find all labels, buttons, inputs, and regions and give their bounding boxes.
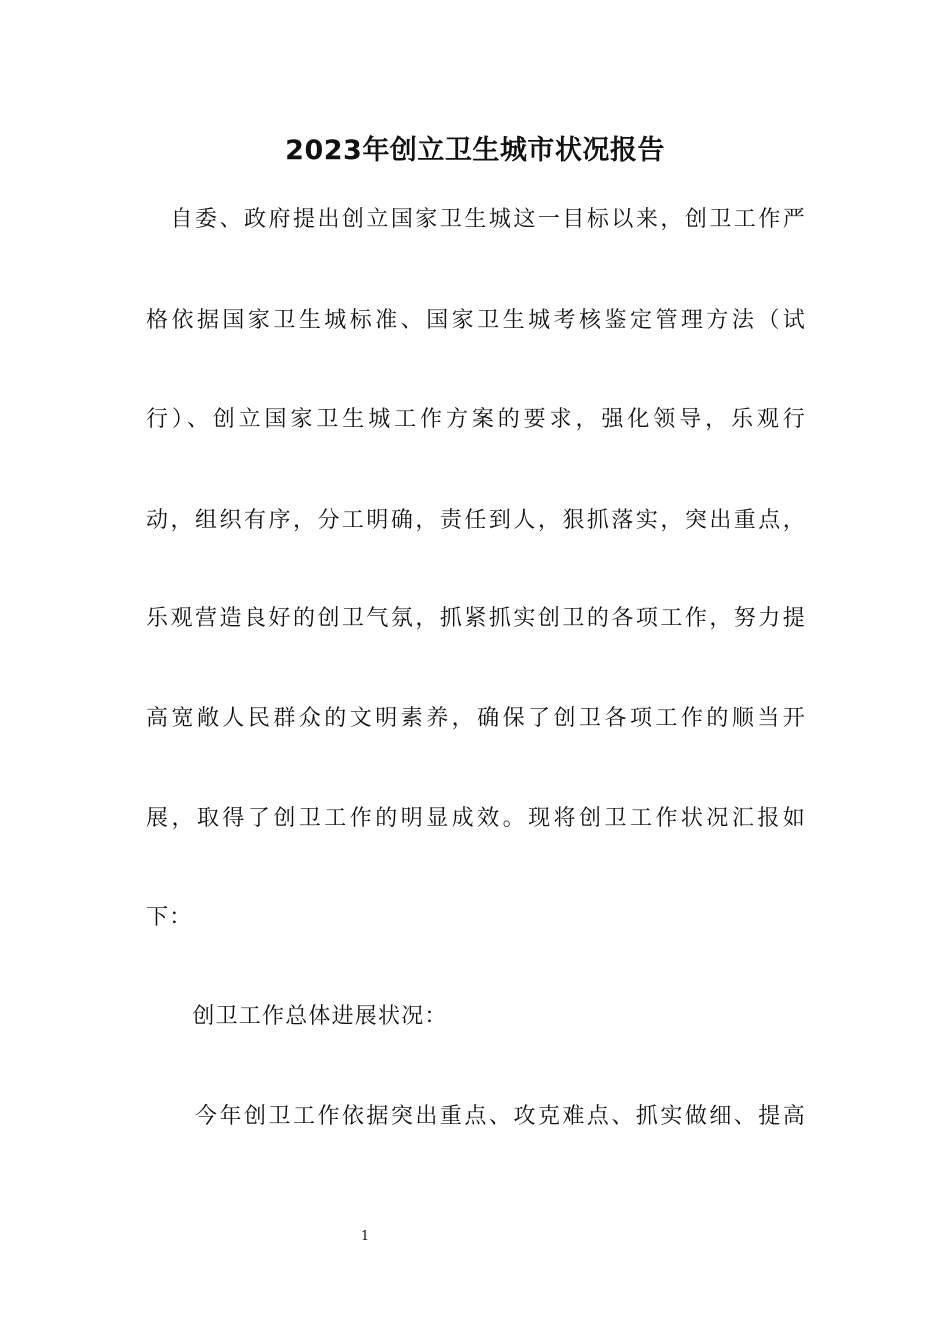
section-heading-line: 创卫工作总体进展状况：: [146, 1004, 448, 1029]
paragraph-line-5: 乐观营造良好的创卫气氛，抓紧抓实创卫的各项工作，努力提: [146, 606, 806, 631]
paragraph-line-8: 下：: [146, 905, 193, 930]
paragraph-line-3: 行）、创立国家卫生城工作方案的要求，强化领导，乐观行: [146, 407, 806, 432]
paragraph-line-7: 展，取得了创卫工作的明显成效。现将创卫工作状况汇报如: [146, 806, 806, 831]
paragraph-line-10: 今年创卫工作依据突出重点、攻克难点、抓实做细、提高: [146, 1104, 806, 1129]
paragraph-line-6: 高宽敞人民群众的文明素养，确保了创卫各项工作的顺当开: [146, 706, 806, 731]
paragraph-line-1: 自委、政府提出创立国家卫生城这一目标以来，创卫工作严: [146, 207, 806, 232]
paragraph-line-2: 格依据国家卫生城标准、国家卫生城考核鉴定管理方法（试: [146, 308, 806, 333]
page-number: 1: [360, 1229, 370, 1244]
paragraph-line-4: 动，组织有序，分工明确，责任到人，狠抓落实，突出重点，: [146, 508, 806, 533]
document-title: 2023年创立卫生城市状况报告: [285, 135, 665, 166]
